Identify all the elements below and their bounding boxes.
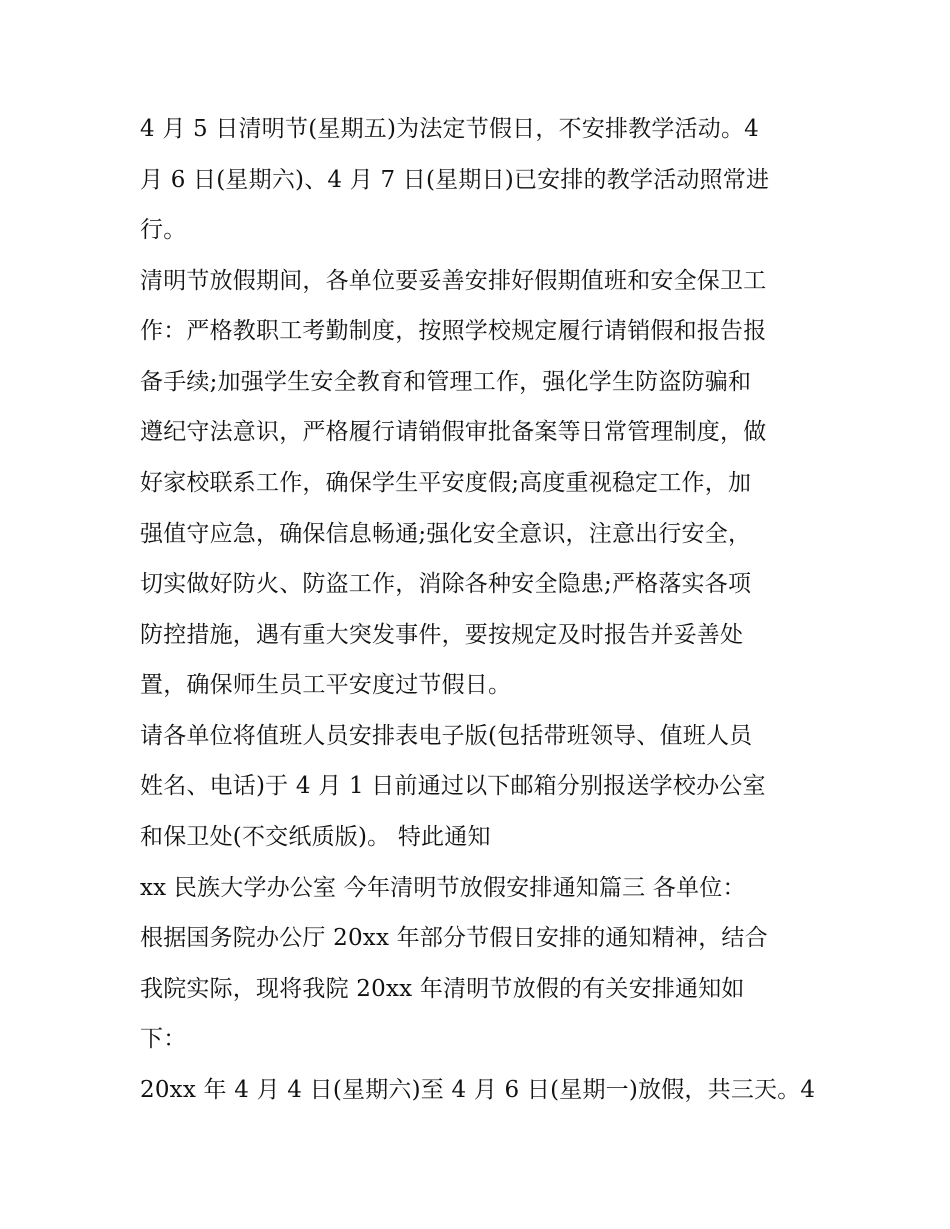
text-line: 根据国务院办公厅 20xx 年部分节假日安排的通知精神，结合 xyxy=(140,925,768,951)
text-line: xx 民族大学办公室 今年清明节放假安排通知篇三 各单位： xyxy=(140,875,746,901)
text-line: 和保卫处(不交纸质版)。 特此通知 xyxy=(140,824,491,850)
text-line: 备手续;加强学生安全教育和管理工作，强化学生防盗防骗和 xyxy=(140,369,752,395)
text-line: 行。 xyxy=(140,217,187,243)
text-line: 好家校联系工作，确保学生平安度假;高度重视稳定工作，加 xyxy=(140,470,752,496)
text-line: 遵纪守法意识，严格履行请销假审批备案等日常管理制度，做 xyxy=(140,419,767,445)
text-line: 强值守应急，确保信息畅通;强化安全意识，注意出行安全， xyxy=(140,521,752,547)
text-line: 作：严格教职工考勤制度，按照学校规定履行请销假和报告报 xyxy=(140,318,767,344)
text-line: 4 月 5 日清明节(星期五)为法定节假日，不安排教学活动。4 xyxy=(140,116,759,142)
text-line: 清明节放假期间，各单位要妥善安排好假期值班和安全保卫工 xyxy=(140,268,767,294)
text-line: 防控措施，遇有重大突发事件，要按规定及时报告并妥善处 xyxy=(140,622,744,648)
text-line: 请各单位将值班人员安排表电子版(包括带班领导、值班人员 xyxy=(140,723,753,749)
text-line: 置，确保师生员工平安度过节假日。 xyxy=(140,672,512,698)
text-line: 下： xyxy=(140,1026,187,1052)
text-line: 我院实际，现将我院 20xx 年清明节放假的有关安排通知如 xyxy=(140,976,745,1002)
text-line: 20xx 年 4 月 4 日(星期六)至 4 月 6 日(星期一)放假，共三天。4 xyxy=(140,1077,816,1103)
text-line: 月 6 日(星期六)、4 月 7 日(星期日)已安排的教学活动照常进 xyxy=(140,167,770,193)
text-line: 姓名、电话)于 4 月 1 日前通过以下邮箱分别报送学校办公室 xyxy=(140,773,766,799)
text-line: 切实做好防火、防盗工作，消除各种安全隐患;严格落实各项 xyxy=(140,571,752,597)
